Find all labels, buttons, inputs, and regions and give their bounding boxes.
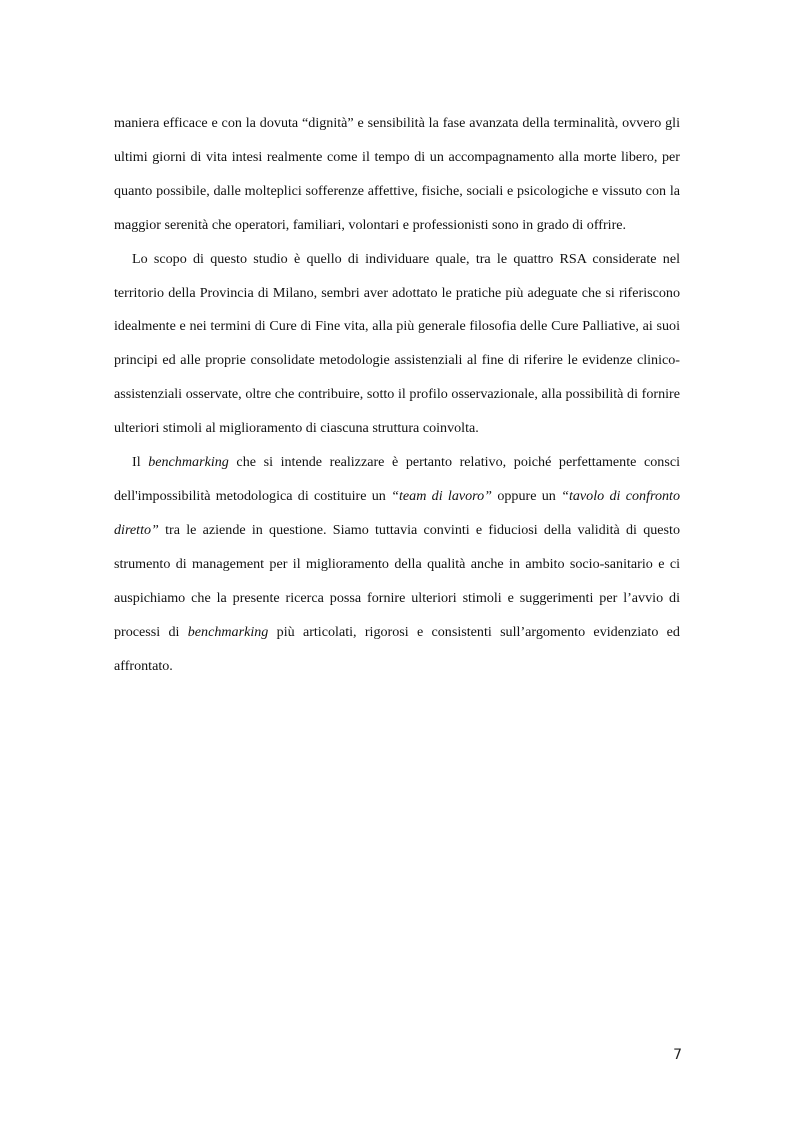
paragraph-benchmarking (114, 446, 680, 683)
paragraph-study-purpose: Lo scopo di questo studio è quello di individuare quale, tra le quattro RSA considerate nel territorio della Provincia di Milano, sembri aver adottato le pratiche più adeguate che si riferiscono idealmente e nei termini di Cure di Fine vita, alla più generale filosofia delle Cure Palliative, ai suoi principi ed alle proprie consolidate metodologie assistenziali al fine di riferire le evidenze clinico-assistenziali osservate, oltre che contribuire, sotto il profilo osservazionale, alla possibilità di fornire ulteriori stimoli al miglioramento di ciascuna struttura coinvolta. (114, 250, 680, 437)
text-run: tra le aziende in questione. Siamo tuttavia convinti e fiduciosi della validità di questo strumento di management per il miglioramento della qualità anche in ambito socio-sanitario e ci auspichiamo che la presente ricerca possa fornire ulteriori stimoli e suggerimenti per l’avvio di processi di (114, 521, 680, 640)
page-body (114, 107, 680, 683)
page-number: 7 (673, 1047, 682, 1063)
italic-term-benchmarking: benchmarking (148, 454, 229, 471)
italic-term-team: “team di lavoro” (391, 487, 493, 504)
italic-term-tavolo: “tavolo di confronto diretto” (114, 487, 681, 538)
italic-term-benchmarking: benchmarking (187, 623, 269, 640)
text-run: Il (132, 454, 149, 471)
text-run: oppure un (492, 487, 562, 504)
text-run: più articolati, rigorosi e consistenti sull’argomento evidenziato ed affrontato. (114, 623, 680, 674)
text-run: che si intende realizzare è pertanto relativo, poiché perfettamente consci dell'impossibilità metodologica di costituire un (114, 454, 680, 504)
paragraph-continuation: maniera efficace e con la dovuta “dignità” e sensibilità la fase avanzata della terminalità, ovvero gli ultimi giorni di vita intesi realmente come il tempo di un accompagnamento alla morte libero, per quanto possibile, dalle molteplici sofferenze affettive, fisiche, sociali e psicologiche e vissuto con la maggior serenità che operatori, familiari, volontari e professionisti sono in grado di offrire. (114, 115, 680, 233)
